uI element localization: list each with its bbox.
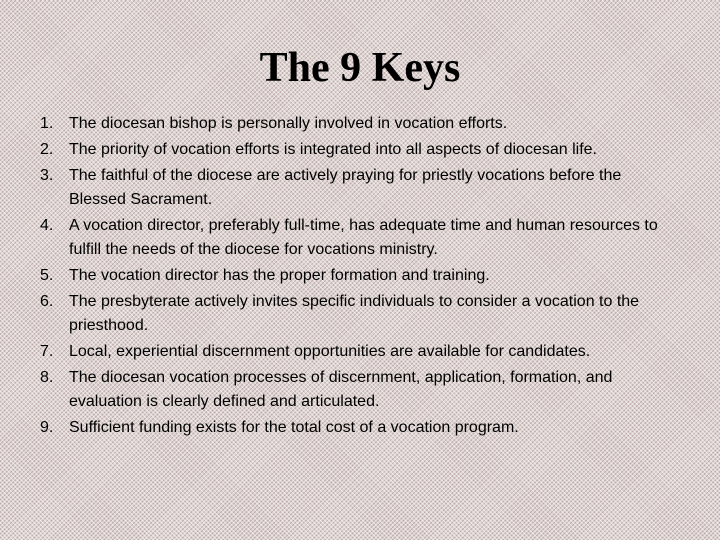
key-number: 2. (40, 141, 54, 158)
key-text: The priority of vocation efforts is integrated into all aspects of diocesan life. (69, 141, 597, 158)
key-text: The faithful of the diocese are actively praying for priestly vocations before the Blessed Sacrament. (69, 167, 622, 208)
key-item-9 (40, 416, 680, 440)
key-item-3 (40, 164, 680, 212)
slide-title (0, 40, 720, 96)
key-number: 8. (40, 369, 54, 386)
key-text: The diocesan bishop is personally involved in vocation efforts. (69, 115, 508, 132)
key-text: Local, experiential discernment opportunities are available for candidates. (69, 343, 591, 360)
key-item-2 (40, 138, 680, 162)
key-number: 7. (40, 343, 54, 360)
key-text: The vocation director has the proper formation and training. (69, 267, 490, 284)
key-number: 5. (40, 267, 54, 284)
key-number: 6. (40, 293, 54, 310)
key-text: The diocesan vocation processes of discernment, application, formation, and evaluation is clearly defined and articulated. (69, 369, 613, 410)
key-text: The presbyterate actively invites specific individuals to consider a vocation to the priesthood. (69, 293, 640, 334)
key-number: 1. (40, 115, 54, 132)
slide-title-text: The 9 Keys (259, 45, 461, 91)
key-item-5 (40, 264, 680, 288)
key-text: A vocation director, preferably full-time, has adequate time and human resources to fulfill the needs of the diocese for vocations ministry. (69, 217, 658, 258)
key-number: 9. (40, 419, 54, 436)
key-item-6 (40, 290, 680, 338)
key-item-4 (40, 214, 680, 262)
key-number: 3. (40, 167, 54, 184)
key-item-8 (40, 366, 680, 414)
key-text: Sufficient funding exists for the total cost of a vocation program. (69, 419, 519, 436)
key-item-7 (40, 340, 680, 364)
key-item-1 (40, 112, 680, 136)
keys-list (40, 112, 680, 442)
key-number: 4. (40, 217, 54, 234)
